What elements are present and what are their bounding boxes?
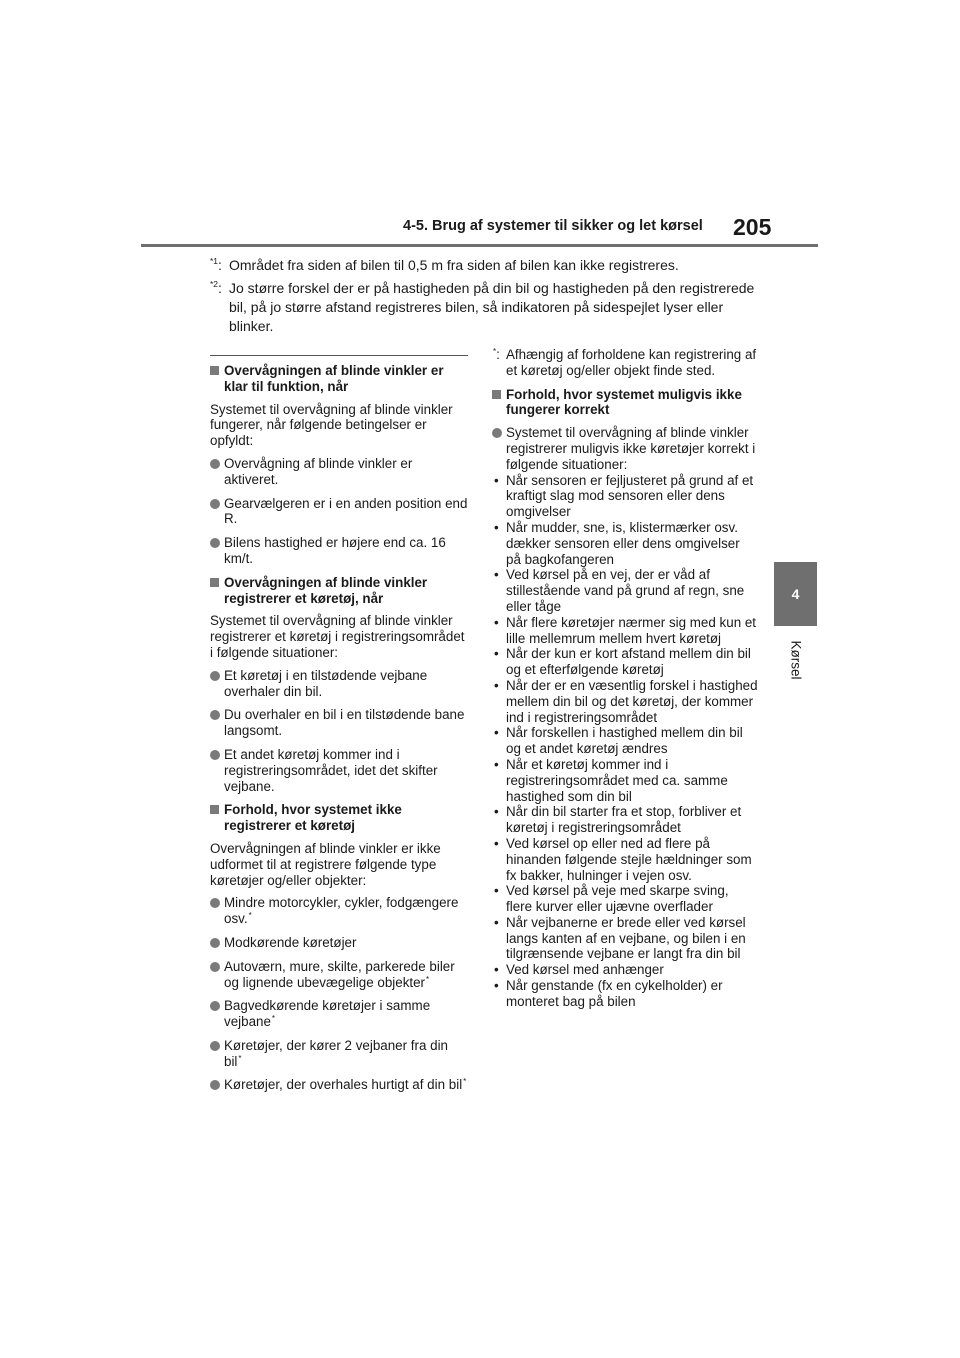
- footnote-star: *: [463, 1077, 467, 1087]
- paragraph: Systemet til overvågning af blinde vinkler fungerer, når følgende betingelser er opfyldt:: [210, 401, 453, 449]
- chapter-number: 4: [791, 586, 800, 602]
- chapter-tab[interactable]: [774, 562, 817, 626]
- square-bullet-icon: [492, 390, 501, 399]
- sub-list-item: • Ved kørsel med anhænger: [494, 962, 664, 978]
- sub-list-item: • Når forskellen i hastighed mellem din bil og et andet køretøj ændres: [494, 725, 743, 757]
- bullet-icon: •: [494, 677, 499, 693]
- sub-list-item: • Når genstande (fx en cykelholder) er monteret bag på bilen: [494, 978, 723, 1009]
- circle-bullet-icon: [210, 750, 220, 760]
- sub-list-item: • Ved kørsel på veje med skarpe sving, flere kurver eller ujævne overflader: [494, 883, 729, 915]
- bullet-icon: •: [494, 883, 499, 899]
- sub-list-item: • Når et køretøj kommer ind i registreringsområdet med ca. samme hastighed som din bil: [494, 756, 728, 804]
- list-item: Et køretøj i en tilstødende vejbane overhaler din bil.: [210, 668, 468, 700]
- list-item: Du overhaler en bil i en tilstødende bane langsomt.: [210, 707, 468, 739]
- list-item: Køretøjer, der kører 2 vejbaner fra din bil*: [210, 1038, 468, 1070]
- footnote-star: *: [493, 347, 497, 356]
- list-item: Køretøjer, der overhales hurtigt af din bil*: [210, 1077, 468, 1093]
- sub-list-item: • Ved kørsel op eller ned ad flere på hinanden følgende stejle hældninger som fx bakker, hulninger i vejen osv.: [494, 835, 752, 883]
- bullet-icon: •: [494, 614, 499, 630]
- sub-list-item: • Når sensoren er fejljusteret på grund af et kraftigt slag mod sensoren eller dens omgivelser: [494, 472, 754, 520]
- bullet-icon: •: [494, 914, 499, 930]
- square-bullet-icon: [210, 366, 219, 375]
- circle-bullet-icon: [210, 938, 220, 948]
- column-footnote: *: Afhængig af forholdene kan registrering af et køretøj og/eller objekt finde sted.: [493, 347, 757, 378]
- sub-list-item: • Når der kun er kort afstand mellem din bil og et efterfølgende køretøj: [494, 646, 751, 678]
- footnote-star: *: [426, 974, 430, 984]
- bullet-icon: •: [494, 756, 499, 772]
- bullet-icon: •: [494, 472, 499, 488]
- page-number: 205: [733, 214, 772, 240]
- section-heading: Overvågningen af blinde vinkler registrerer et køretøj, når: [210, 575, 468, 607]
- section-heading: Forhold, hvor systemet ikke registrerer et køretøj: [210, 802, 468, 834]
- sub-list-item: • Når flere køretøjer nærmer sig med kun et lille mellemrum mellem hvert køretøj: [494, 614, 757, 646]
- list-item: Systemet til overvågning af blinde vinkler registrerer muligvis ikke køretøjer korrekt i følgende situationer:: [492, 425, 758, 472]
- footnote-star: *: [271, 1014, 276, 1024]
- footnote-star: *: [238, 1053, 242, 1063]
- circle-bullet-icon: [210, 1041, 220, 1051]
- list-item: Et andet køretøj kommer ind i registreringsområdet, idet det skifter vejbane.: [210, 747, 468, 794]
- section-heading: Overvågningen af blinde vinkler er klar til funktion, når: [210, 363, 468, 395]
- footnote-mark: *1: [210, 256, 219, 266]
- list-item: Mindre motorcykler, cykler, fodgængere osv.*: [210, 895, 468, 927]
- circle-bullet-icon: [210, 671, 220, 681]
- footnote-mark: *2: [210, 279, 219, 289]
- list-item: Bagvedkørende køretøjer i samme vejbane*: [210, 998, 468, 1030]
- chapter-label: Kørsel: [788, 640, 804, 680]
- sub-list-item: • Ved kørsel på en vej, der er våd af stillestående vand på grund af regn, sne eller tåge: [494, 567, 745, 614]
- list-item: Bilens hastighed er højere end ca. 16 km/t.: [210, 535, 468, 567]
- section-heading: Forhold, hvor systemet muligvis ikke fungerer korrekt: [492, 387, 758, 419]
- bullet-icon: •: [494, 567, 499, 583]
- list-item: Overvågning af blinde vinkler er aktiveret.: [210, 456, 468, 488]
- sub-list-item: • Når mudder, sne, is, klistermærker osv. dækker sensoren eller dens omgivelser på bagkofangeren: [494, 519, 740, 567]
- circle-bullet-icon: [210, 459, 220, 469]
- bullet-icon: •: [494, 519, 499, 535]
- footnote-2: $^{*2}$: Jo større forskel der er på hastigheden på din bil og hastigheden på den registrerede bil, på jo større afstand registreres bilen, så indikatoren på sidespejlet lyser eller blinker.: [210, 279, 770, 336]
- footnote-text: Jo større forskel der er på hastigheden på din bil og hastigheden på den registrerede bil, på jo større afstand registreres bilen, så indikatoren på sidespejlet lyser eller blinker.: [229, 280, 755, 334]
- circle-bullet-icon: [210, 1080, 220, 1090]
- list-item: Gearvælgeren er i en anden position end R.: [210, 496, 468, 528]
- section-title: 4-5. Brug af systemer til sikker og let kørsel: [403, 218, 703, 234]
- sub-list: [492, 473, 758, 1010]
- sub-list-item: • Når der er en væsentlig forskel i hastighed mellem din bil og det køretøj, der kommer ind i registreringsområdet: [494, 677, 758, 725]
- bullet-icon: •: [494, 646, 499, 662]
- left-column: [210, 350, 468, 1101]
- footnote-star: *: [248, 911, 252, 921]
- bullet-icon: •: [494, 835, 499, 851]
- bullet-icon: •: [494, 978, 499, 994]
- sub-list-item: • Når vejbanerne er brede eller ved kørsel langs kanten af en vejbane, og bilen i en tilgrænsende vejbane er langt fra din bil: [494, 914, 746, 962]
- square-bullet-icon: [210, 578, 219, 587]
- circle-bullet-icon: [210, 710, 220, 720]
- column-rule: [210, 355, 468, 356]
- square-bullet-icon: [210, 805, 219, 814]
- bullet-icon: •: [494, 962, 499, 978]
- circle-bullet-icon: [210, 898, 220, 908]
- footnote-text: Området fra siden af bilen til 0,5 m fra siden af bilen kan ikke registreres.: [229, 257, 679, 273]
- paragraph: Systemet til overvågning af blinde vinkler registrerer et køretøj i registreringsområdet i følgende situationer:: [210, 613, 465, 660]
- circle-bullet-icon: [210, 499, 220, 509]
- bullet-icon: •: [494, 725, 499, 741]
- header-rule: [141, 244, 818, 247]
- circle-bullet-icon: [210, 1001, 220, 1011]
- circle-bullet-icon: [210, 962, 220, 972]
- paragraph: Overvågningen af blinde vinkler er ikke udformet til at registrere følgende type køretøjer og/eller objekter:: [210, 840, 441, 888]
- list-item: Autoværn, mure, skilte, parkerede biler og lignende ubevægelige objekter*: [210, 959, 468, 991]
- footnote-1: $^{*1}$: Området fra siden af bilen til 0,5 m fra siden af bilen kan ikke registreres.: [210, 256, 770, 275]
- sub-list-item: • Når din bil starter fra et stop, forbliver et køretøj i registreringsområdet: [494, 804, 742, 836]
- right-column: [492, 347, 758, 1010]
- bullet-icon: •: [494, 804, 499, 820]
- circle-bullet-icon: [210, 538, 220, 548]
- list-item: Modkørende køretøjer: [210, 935, 468, 951]
- circle-bullet-icon: [492, 428, 502, 438]
